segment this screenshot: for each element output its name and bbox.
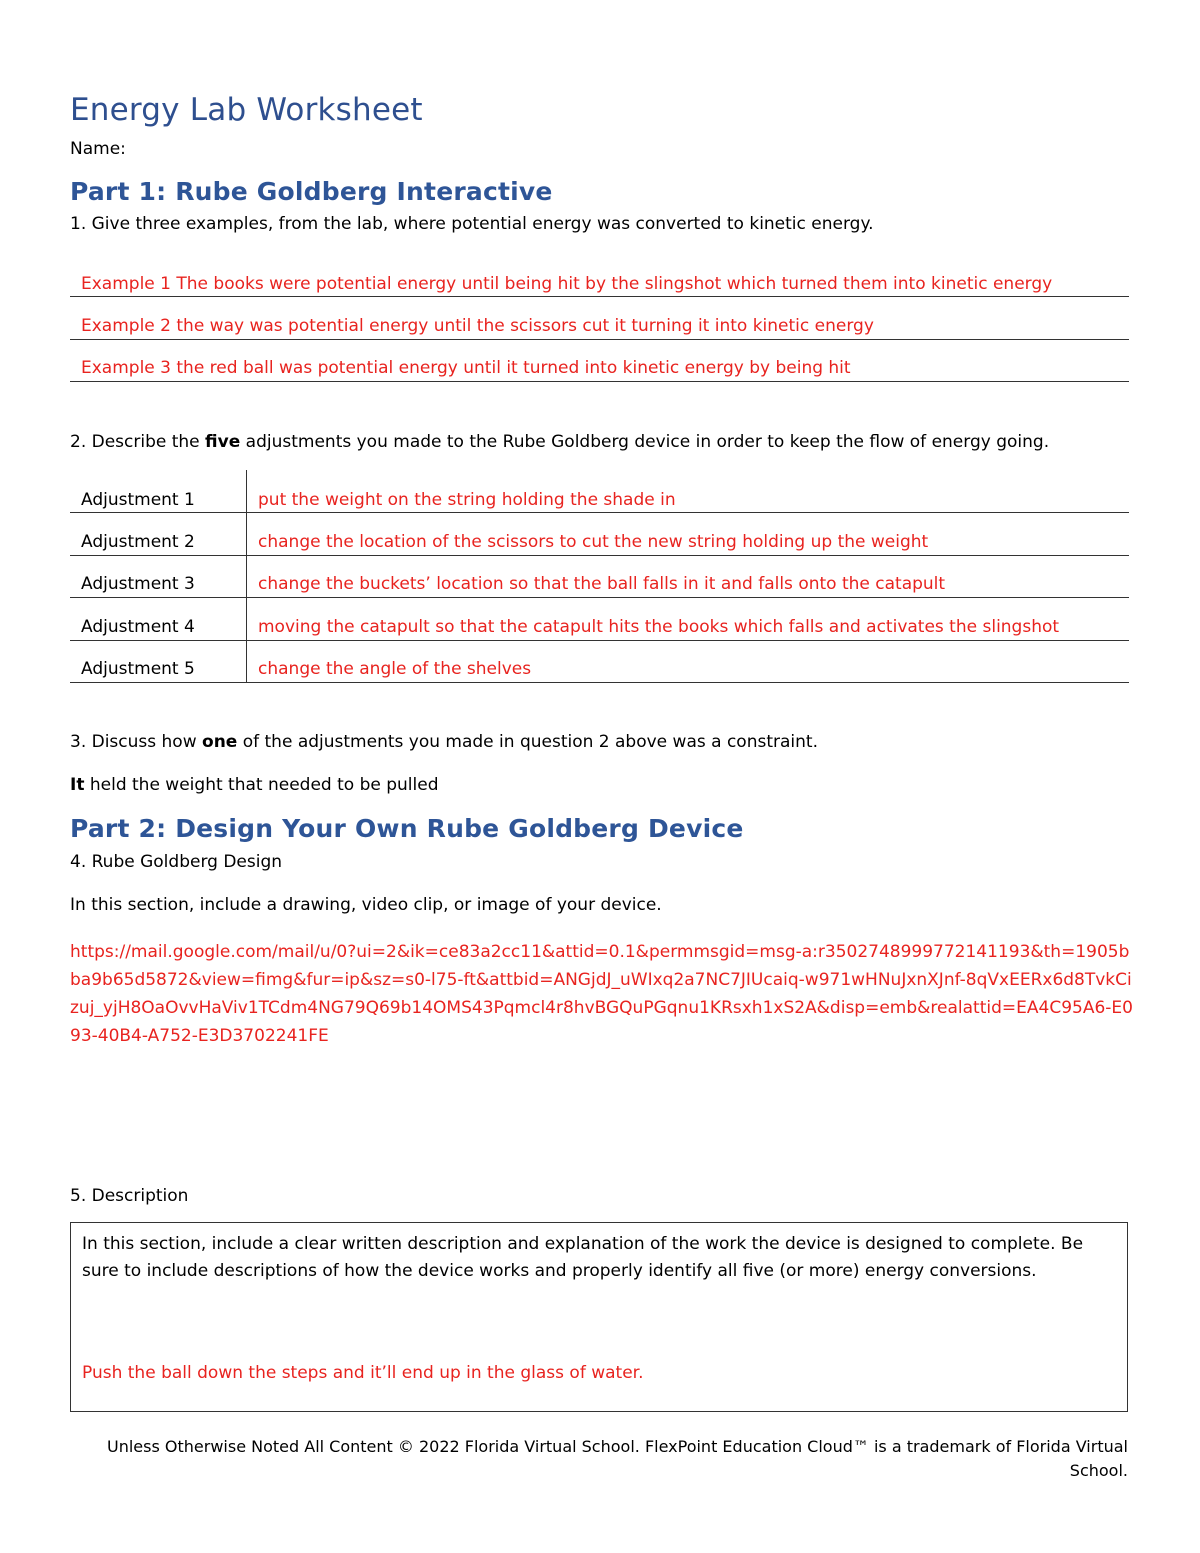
question-5: 5. Description <box>70 1186 189 1206</box>
question-2: 2. Describe the five adjustments you made to the Rube Goldberg device in order to keep the flow of energy going. <box>70 432 1050 452</box>
answer-3: It held the weight that needed to be pulled <box>70 775 439 795</box>
table-row-divider <box>70 512 1129 513</box>
adjustment-3-answer: change the buckets’ location so that the ball falls in it and falls onto the catapult <box>258 574 946 594</box>
adjustment-1-label: Adjustment 1 <box>81 490 195 510</box>
adjustment-2-label: Adjustment 2 <box>81 532 195 552</box>
example-3: Example 3 the red ball was potential energy until it turned into kinetic energy by being hit <box>81 358 851 378</box>
adjustment-4-label: Adjustment 4 <box>81 617 195 637</box>
name-label: Name: <box>70 139 126 159</box>
part1-heading: Part 1: Rube Goldberg Interactive <box>70 177 553 206</box>
example-2-underline <box>70 339 1129 340</box>
adjustment-1-answer: put the weight on the string holding the shade in <box>258 490 676 510</box>
example-1-underline <box>70 296 1129 297</box>
table-column-divider <box>246 470 247 683</box>
adjustment-4-answer: moving the catapult so that the catapult hits the books which falls and activates the slingshot <box>258 617 1060 637</box>
adjustment-5-label: Adjustment 5 <box>81 659 195 679</box>
question-4: 4. Rube Goldberg Design <box>70 852 283 872</box>
copyright-footer: Unless Otherwise Noted All Content © 2022 Florida Virtual School. FlexPoint Education Cloud™ is a trademark of Florida Virtual School. <box>107 1437 1128 1480</box>
part2-heading: Part 2: Design Your Own Rube Goldberg Device <box>70 814 744 843</box>
table-row-divider <box>70 640 1129 641</box>
page-title: Energy Lab Worksheet <box>70 92 423 128</box>
example-1: Example 1 The books were potential energy until being hit by the slingshot which turned them into kinetic energy <box>81 274 1053 294</box>
table-row-divider <box>70 597 1129 598</box>
question-4-instructions: In this section, include a drawing, video clip, or image of your device. <box>70 895 662 915</box>
question-3: 3. Discuss how one of the adjustments you made in question 2 above was a constraint. <box>70 732 818 752</box>
table-bottom-border <box>70 682 1129 683</box>
example-2: Example 2 the way was potential energy until the scissors cut it turning it into kinetic energy <box>81 316 874 336</box>
adjustment-2-answer: change the location of the scissors to cut the new string holding up the weight <box>258 532 929 552</box>
table-row-divider <box>70 555 1129 556</box>
question-1: 1. Give three examples, from the lab, where potential energy was converted to kinetic energy. <box>70 214 874 234</box>
adjustment-3-label: Adjustment 3 <box>81 574 195 594</box>
design-image-link[interactable]: https://mail.google.com/mail/u/0?ui=2&ik=ce83a2cc11&attid=0.1&permmsgid=msg-a:r3502748999772141193&th=1905bba9b65d5872&view=fimg&fur=ip&sz=s0-l75-ft&attbid=ANGjdJ_uWIxq2a7NC7JIUcaiq-w971wHNuJxnXJnf-8qVxEERx6d8TvkCizuj_yjH8OaOvvHaViv1TCdm4NG79Q69b14OMS43Pqmcl4r8hvBGQuPGqnu1KRsxh1xS2A&disp=emb&realattid=EA4C95A6-E093-40B4-A752-E3D3702241FE <box>70 942 1133 1046</box>
description-box <box>70 1222 1128 1412</box>
description-instructions: In this section, include a clear written description and explanation of the work the device is designed to complete. Be sure to include descriptions of how the device works and properly identify all five (or more) energy conversions. <box>82 1234 1084 1281</box>
example-3-underline <box>70 381 1129 382</box>
description-answer: Push the ball down the steps and it’ll end up in the glass of water. <box>82 1363 644 1383</box>
adjustment-5-answer: change the angle of the shelves <box>258 659 532 679</box>
